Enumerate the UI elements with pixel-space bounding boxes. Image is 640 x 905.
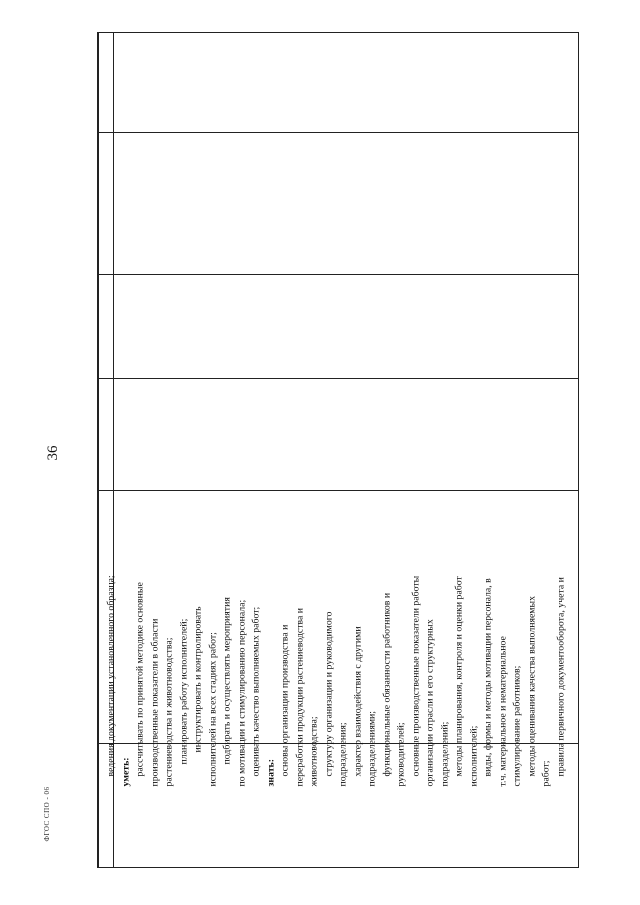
text-line: подбирать и осуществлять мероприятия bbox=[221, 596, 232, 764]
table-column-divider bbox=[98, 378, 578, 379]
text-line: по мотивации и стимулированию персонала; bbox=[235, 599, 247, 786]
footer-code: ФГОС СПО - 06 bbox=[43, 786, 51, 842]
section-heading: уметь: bbox=[119, 756, 131, 786]
text-line: планировать работу исполнителей; bbox=[177, 618, 189, 764]
text-line: ведения документации установленного образца; bbox=[105, 574, 116, 776]
text-line: оценивать качество выполняемых работ; bbox=[250, 606, 261, 776]
text-line: методы оценивания качества выполняемых bbox=[525, 595, 537, 776]
text-line: виды, формы и методы мотивации персонала, в bbox=[482, 577, 493, 776]
section-heading: знать: bbox=[264, 758, 276, 786]
text-line: исполнителей; bbox=[467, 725, 479, 786]
text-line: животноводства; bbox=[308, 715, 319, 786]
text-line: рассчитывать по принятой методике основные bbox=[134, 581, 145, 776]
text-line: правила первичного документооборота, учета и bbox=[554, 576, 566, 776]
text-line: стимулирование работников; bbox=[511, 665, 522, 786]
text-line: функциональные обязанности работников и bbox=[380, 592, 392, 776]
text-line: подразделения; bbox=[337, 721, 348, 786]
table-column-divider bbox=[98, 132, 578, 133]
text-line: подразделений; bbox=[438, 721, 450, 786]
text-line: методы планирования, контроля и оценки работ bbox=[453, 575, 464, 776]
text-line: подразделениями; bbox=[366, 710, 377, 786]
text-line: структуру организации и руководимого bbox=[322, 611, 334, 776]
text-line: основы организации производства и bbox=[279, 624, 290, 776]
table-column-divider bbox=[98, 33, 99, 867]
text-line: характер взаимодействия с другими bbox=[351, 625, 363, 776]
text-line: основные производственные показатели работы bbox=[409, 575, 421, 776]
text-line: растениеводства и животноводства; bbox=[163, 637, 174, 786]
text-line: т.ч. материальное и нематериальное bbox=[496, 635, 508, 786]
text-line: исполнителей на всех стадиях работ; bbox=[206, 631, 218, 786]
text-line: организации отрасли и его структурных bbox=[424, 618, 435, 786]
text-line: инструктировать и контролировать bbox=[192, 605, 203, 752]
page-number: 36 bbox=[45, 445, 61, 461]
text-line: производственные показатели в области bbox=[148, 618, 160, 786]
text-line: работ; bbox=[540, 759, 551, 786]
table-cell-skills-knowledge bbox=[104, 436, 575, 786]
text-line: переработки продукции растениеводства и bbox=[293, 607, 305, 786]
text-line: руководителей; bbox=[395, 721, 406, 786]
table-column-divider bbox=[98, 274, 578, 275]
